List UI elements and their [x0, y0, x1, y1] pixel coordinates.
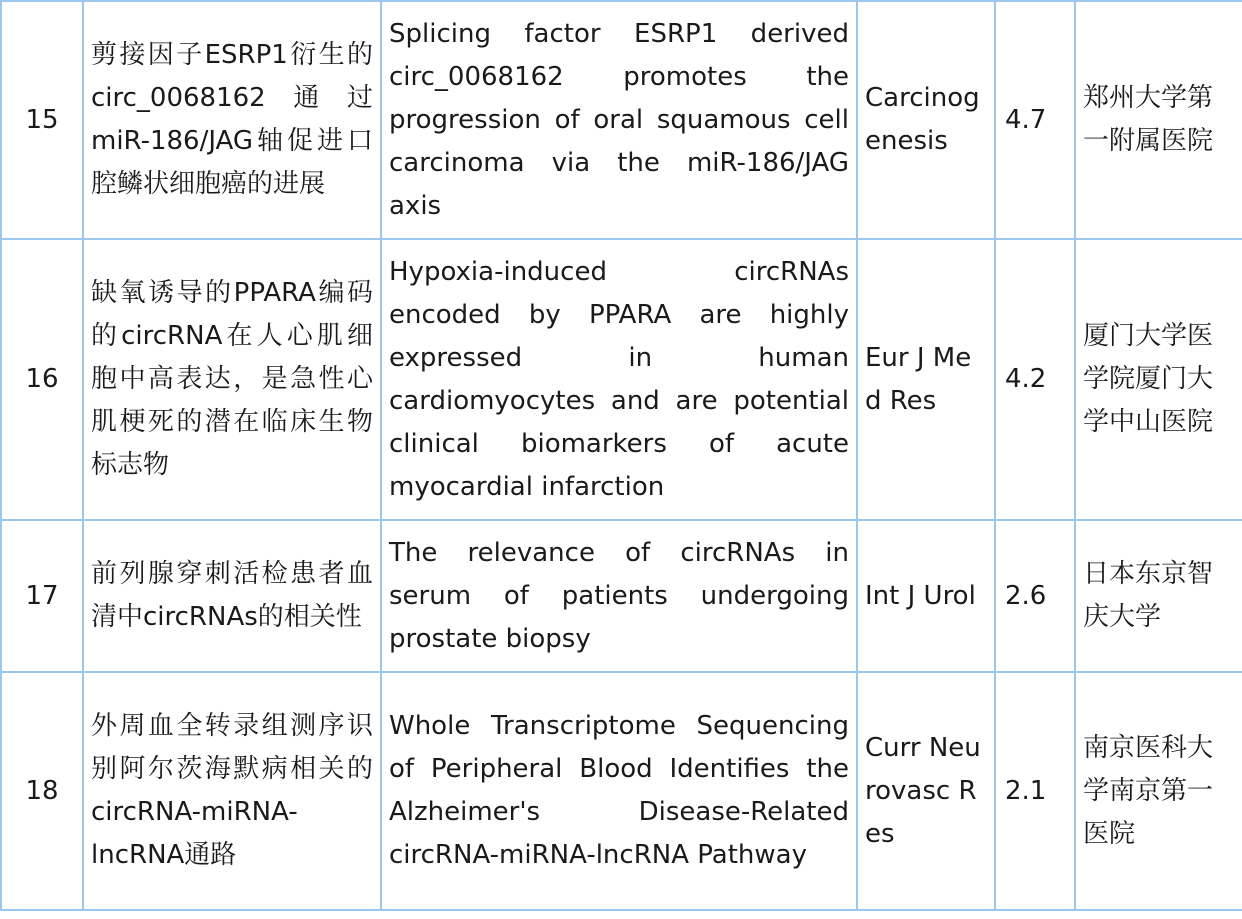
table-row [1, 239, 1242, 520]
impact-factor: 4.7 [995, 1, 1075, 239]
journal-name: Int J Urol [857, 520, 995, 672]
impact-factor: 2.6 [995, 520, 1075, 672]
institution: 郑州大学第一附属医院 [1075, 1, 1242, 239]
institution: 南京医科大学南京第一医院 [1075, 672, 1242, 910]
institution: 厦门大学医学院厦门大学中山医院 [1075, 239, 1242, 520]
chinese-title: 缺氧诱导的PPARA编码的circRNA在人心肌细胞中高表达，是急性心肌梗死的潜在临床生物标志物 [83, 239, 381, 520]
impact-factor: 2.1 [995, 672, 1075, 910]
english-title: Whole Transcriptome Sequencing of Peripheral Blood Identifies the Alzheimer's Disease-Related circRNA-miRNA-lncRNA Pathway [381, 672, 857, 910]
row-number: 17 [1, 520, 83, 672]
row-number: 18 [1, 672, 83, 910]
journal-name: Curr Neurovasc Res [857, 672, 995, 910]
institution: 日本东京智庆大学 [1075, 520, 1242, 672]
row-number: 15 [1, 1, 83, 239]
row-number: 16 [1, 239, 83, 520]
impact-factor: 4.2 [995, 239, 1075, 520]
chinese-title: 外周血全转录组测序识别阿尔茨海默病相关的circRNA-miRNA-lncRNA通路 [83, 672, 381, 910]
english-title: Hypoxia-induced circRNAs encoded by PPARA are highly expressed in human cardiomyocytes and are potential clinical biomarkers of acute myocardial infarction [381, 239, 857, 520]
chinese-title: 前列腺穿刺活检患者血清中circRNAs的相关性 [83, 520, 381, 672]
english-title: Splicing factor ESRP1 derived circ_0068162 promotes the progression of oral squamous cell carcinoma via the miR-186/JAG axis [381, 1, 857, 239]
table-row [1, 1, 1242, 239]
chinese-title: 剪接因子ESRP1衍生的circ_0068162通过miR-186/JAG轴促进口腔鳞状细胞癌的进展 [83, 1, 381, 239]
english-title: The relevance of circRNAs in serum of patients undergoing prostate biopsy [381, 520, 857, 672]
journal-name: Carcinogenesis [857, 1, 995, 239]
table-row [1, 672, 1242, 910]
journal-name: Eur J Med Res [857, 239, 995, 520]
table-row [1, 520, 1242, 672]
